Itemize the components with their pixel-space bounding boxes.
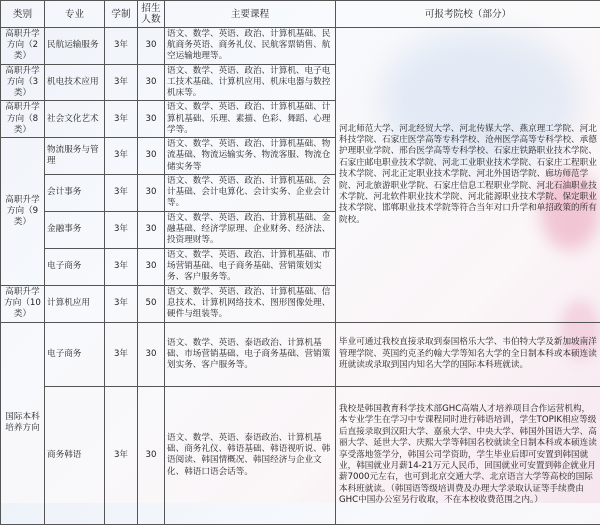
major-cell: 机电技术应用 [45,64,105,101]
count-cell: 30 [138,248,165,285]
count-cell: 50 [138,285,165,322]
major-cell: 民航运输服务 [45,28,105,65]
courses-cell: 语文、数学、英语、政治、计算机基础、会计基础、会计电算化、会计实务、企业会计等。 [165,174,336,211]
header-duration: 学制 [105,1,138,28]
duration-cell: 3年 [105,322,138,386]
header-category: 类别 [1,1,45,28]
courses-cell: 语文、数学、英语、政治、计算机基础、金融基础、经济学原理、企业财务、经济法、投资理财等。 [165,211,336,248]
duration-cell: 3年 [105,101,138,138]
category-cell: 高职升学方向（3类） [1,64,45,101]
duration-cell: 3年 [105,211,138,248]
major-cell: 电子商务 [45,322,105,386]
duration-cell: 3年 [105,174,138,211]
count-cell: 30 [138,101,165,138]
major-cell: 计算机应用 [45,285,105,322]
courses-cell: 语文、数学、英语、政治、计算机基础、计算机基础、乐理、素描、色彩、舞蹈、心理学等。 [165,101,336,138]
category-cell: 高职升学方向（9类） [1,138,45,286]
count-cell: 30 [138,211,165,248]
major-cell: 会计事务 [45,174,105,211]
courses-cell: 语文、数学、英语、泰语政治、计算机基础、商务礼仪、韩语基础、韩语视听说、韩语阅读、韩国情概况、韩国经济与企业文化、韩语口语会话等。 [165,386,336,524]
major-cell: 物流服务与管理 [45,138,105,175]
category-cell: 高职升学方向（10类） [1,285,45,322]
courses-cell: 语文、数学、英语、政治、计算机、电子电工技术基础、计算机应用、机床电器与数控机床等。 [165,64,336,101]
count-cell: 30 [138,138,165,175]
category-cell: 高职升学方向（8类） [1,101,45,138]
major-cell: 商务韩语 [45,386,105,524]
count-cell: 30 [138,64,165,101]
courses-cell: 语文、数学、英语、政治、计算机基础、市场营销基础、电子商务基础、营销策划实务、客户服务等。 [165,248,336,285]
major-cell: 电子商务 [45,248,105,285]
major-cell: 金融事务 [45,211,105,248]
header-count: 招生人数 [138,1,165,28]
header-row [1,1,600,28]
duration-cell: 3年 [105,386,138,524]
duration-cell: 3年 [105,28,138,65]
category-cell: 国际本科培养方向 [1,322,45,524]
header-courses: 主要课程 [165,1,336,28]
courses-cell: 语文、数学、英语、政治、计算机基础、信息技术、计算机网络技术、图形图像处理、硬件与组装等。 [165,285,336,322]
duration-cell: 3年 [105,248,138,285]
count-cell: 30 [138,28,165,65]
header-schools: 可报考院校（部分） [336,1,600,28]
duration-cell: 3年 [105,64,138,101]
count-cell: 30 [138,386,165,524]
category-cell: 高职升学方向（2类） [1,28,45,65]
courses-cell: 语文、数学、英语、政治、计算机基础、物流基础、物流运输实务、物流客服、物流仓储实务等 [165,138,336,175]
courses-cell: 语文、数学、英语、政治、计算机基础、民航商务英语、商务礼仪、民航客票销售、航空运输地理等。 [165,28,336,65]
duration-cell: 3年 [105,285,138,322]
schools-cell: 我校是韩国教育科学技术部GHC高端人才培养项目合作运营机构，本专业学生在学习中专课程同时进行韩语培训，学生TOPIK相应等级后直接录取到汉阳大学、嘉泉大学、中央大学、韩国外国语大学、高丽大学、延世大学、庆熙大学等韩国名校就读全日制本科或本硕连读享受落地签学分，韩国公司学资助，学生毕业后即可安置到韩国就业，韩国就业月薪14-21万元人民币，回国就业可安置到韩企就业月薪7000元左右，也可到北京交通大学、北京语言大学等高校的国际本科班就读。（韩国语等级培训费及办理大学录取认证等手续费由GHC中国办公室另行收取，不在本校收费范围之内。） [336,386,600,524]
table-row [1,28,600,65]
schools-cell: 毕业可通过我校直接录取到泰国格乐大学、韦伯特大学及新加坡南洋管理学院、英国约克圣约翰大学等知名大学的全日制本科或本硕连读班就读或录取到国内知名大学的国际本科班就读。 [336,322,600,386]
count-cell: 30 [138,322,165,386]
header-major: 专业 [45,1,105,28]
table-row [1,322,600,386]
duration-cell: 3年 [105,138,138,175]
table-row [1,386,600,524]
schools-cell: 河北师范大学、河北经贸大学、河北传媒大学、燕京理工学院、河北科技学院、石家庄医学高等专科学校、沧州医学高等专科学校、承德护理职业学院、邢台医学高等专科学校、石家庄铁路职业技术学院、石家庄邮电职业技术学院、河北工业职业技术学院、石家庄工程职业技术学院、河北正定职业技术学院、河北外国语学院、廊坊师范学院、河北旅游职业学院、石家庄信息工程职业学院、河北石油职业技术学院、河北软件职业技术学院、河北能源职业技术学院、保定职业技术学院、邯郸职业技术学院等符合当年对口升学和单招政策的所有院校。 [336,28,600,323]
major-cell: 社会文化艺术 [45,101,105,138]
courses-cell: 语文、数学、英语、泰语政治、计算机基础、市场营销基础、电子商务基础、营销策划实务、客户服务等。 [165,322,336,386]
count-cell: 30 [138,174,165,211]
